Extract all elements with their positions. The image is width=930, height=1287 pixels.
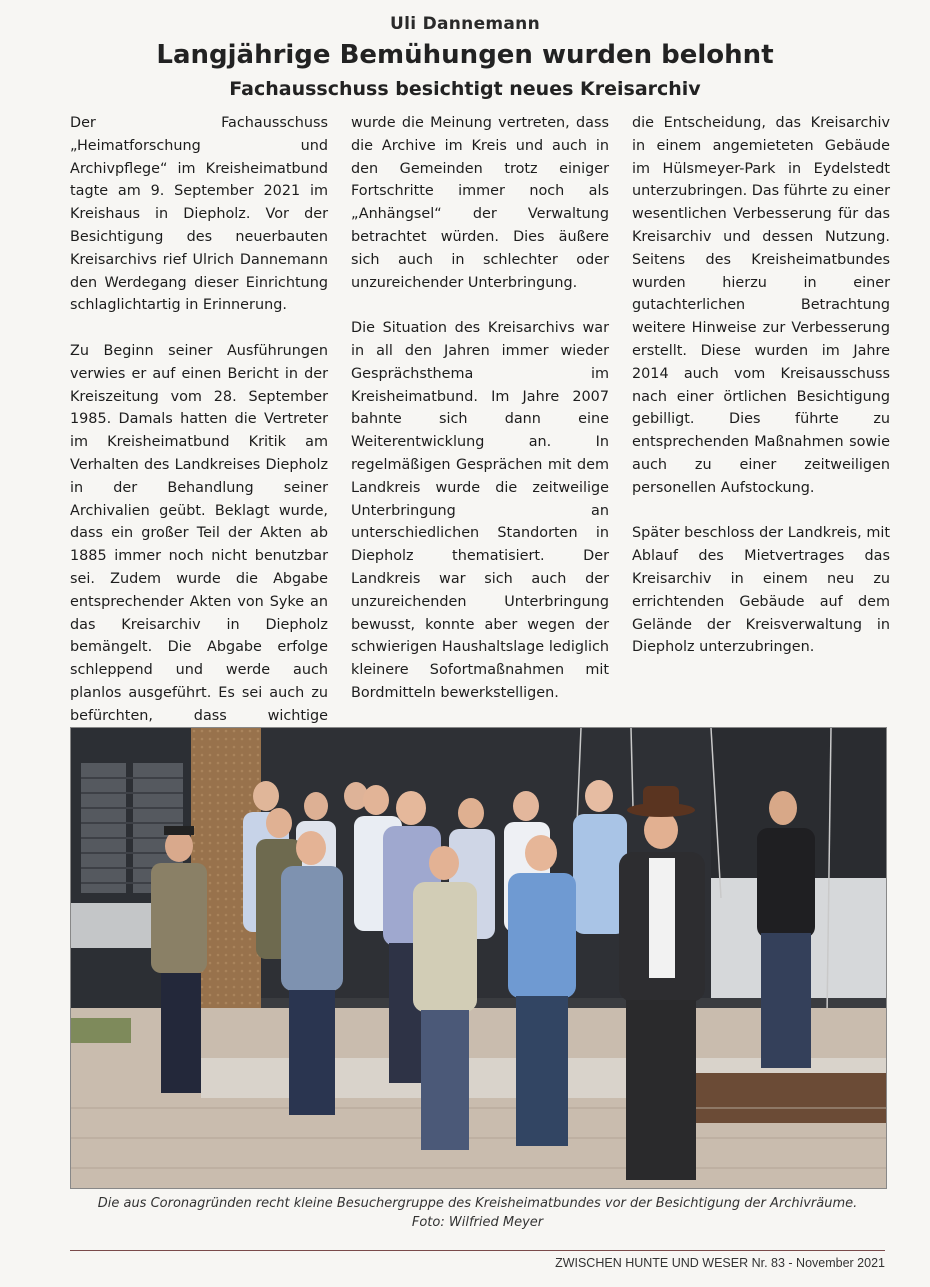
article-title: Langjährige Bemühungen wurden belohnt — [156, 40, 774, 70]
text-column-1 — [70, 112, 328, 724]
group-photo — [70, 727, 887, 1189]
photo-caption — [70, 1194, 885, 1232]
paragraph: Die Situation des Kreisarchivs war in all den Jahren immer wieder Gesprächsthema im Kreisheimatbund. Im Jahre 2007 bahnte sich dann eine Weiterentwicklung an. In regelmäßigen Gesprächen mit dem Landkreis wurde die zeitweilige Unterbringung an unterschiedlichen Standorten in Diepholz thematisiert. Der Landkreis war sich auch der unzureichenden Unterbringung bewusst, konnte aber wegen der schwierigen Haushaltslage lediglich kleinere Sofortmaßnahmen mit Bordmitteln bewerkstelligen. — [351, 320, 609, 701]
footer-publication: ZWISCHEN HUNTE UND WESER Nr. 83 - November 2021 — [555, 1256, 885, 1270]
author-line: Uli Dannemann — [390, 14, 540, 34]
paragraph: die Entscheidung, das Kreisarchiv in einem angemieteten Gebäude im Hülsmeyer-Park in Eydelstedt unterzubringen. Das führte zu einer wesentlichen Verbesserung für das Kreisarchiv und dessen Nutzung. Seitens des Kreisheimatbundes wurden hierzu in einer gutachterlichen Betrachtung weitere Hinweise zur Verbesserung erstellt. Diese wurden im Jahre 2014 auch vom Kreisausschuss nach einer örtlichen Besichtigung gebilligt. Dies führte zu entsprechenden Maßnahmen sowie auch zu einer zeitweiligen personellen Aufstockung. — [632, 115, 891, 496]
paragraph: Der Fachausschuss „Heimatforschung und Archivpflege“ im Kreisheimatbund tagte am 9. September 2021 im Kreishaus in Diepholz. Vor der Besichtigung des neuerbauten Kreisarchivs rief Ulrich Dannemann den Werdegang dieser Einrichtung schlaglichtartig in Erinnerung. — [70, 115, 328, 314]
paragraph: Später beschloss der Landkreis, mit Ablauf des Mietvertrages das Kreisarchiv in einem neu zu errichtenden Gebäude auf dem Gelände der Kreisverwaltung in Diepholz unterzubringen. — [632, 525, 890, 656]
article-body — [70, 112, 891, 724]
footer-divider — [70, 1250, 885, 1251]
text-column-3 — [632, 112, 890, 712]
paragraph: Zu Beginn seiner Ausführungen verwies er auf einen Bericht in der Kreiszeitung vom 28. September 1985. Damals hatten die Vertreter im Kreisheimatbund Kritik am Verhalten des Landkreises Diepholz in der Behandlung seiner Archivalien geübt. Beklagt wurde, dass ein großer Teil der Akten ab 1885 immer noch nicht benutzbar sei. Zudem wurde die Abgabe entsprechender Akten von Syke an das Kreisarchiv in Diepholz bemängelt. Die Abgabe erfolge schleppend und werde auch planlos ausgeführt. Es sei auch zu befürchten, dass wichtige — [70, 342, 328, 724]
caption-text: Die aus Coronagründen recht kleine Besuchergruppe des Kreisheimatbundes vor der Besichtigung der Archivräume. — [97, 1196, 858, 1211]
photo-credit: Foto: Wilfried Meyer — [411, 1215, 544, 1230]
article-subtitle: Fachausschuss besichtigt neues Kreisarchiv — [229, 78, 701, 100]
text-column-2 — [351, 112, 609, 712]
paragraph: wurde die Meinung vertreten, dass die Archive im Kreis und auch in den Gemeinden trotz einiger Fortschritte immer noch als „Anhängsel“ der Verwaltung betrachtet würden. Dies äußere sich auch in schlechter oder unzureichender Unterbringung. — [351, 115, 609, 291]
